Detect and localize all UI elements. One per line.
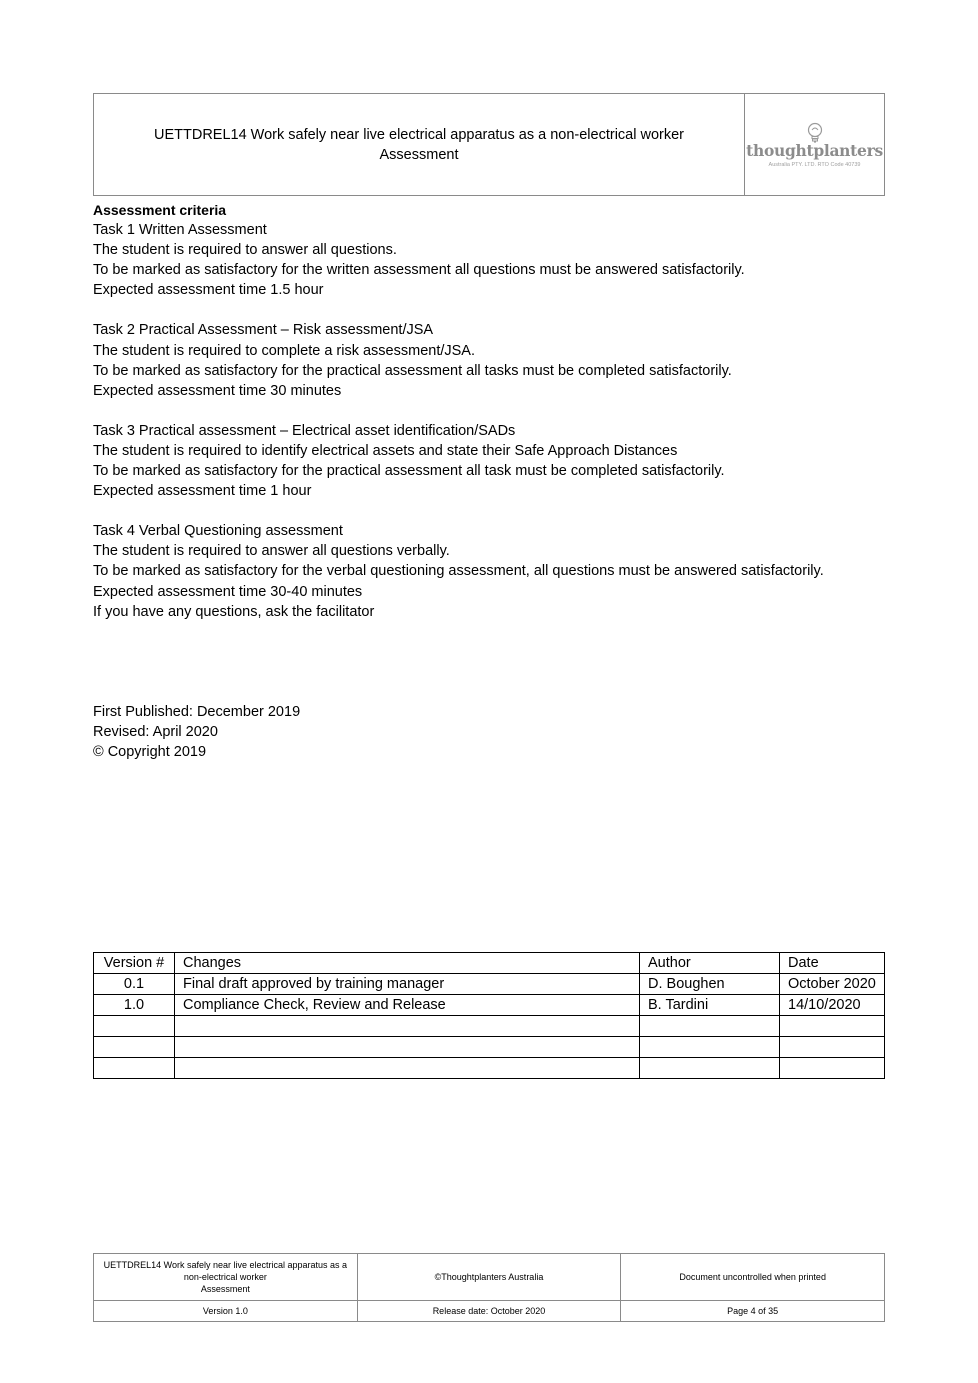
copyright-line: © Copyright 2019 <box>93 743 207 760</box>
table-cell <box>640 1016 780 1037</box>
task-line: The student is required to answer all questions verbally. <box>93 543 450 560</box>
task-line: To be marked as satisfactory for the practical assessment all tasks must be completed satisfactorily. <box>93 362 732 379</box>
footer-unit-line1: UETTDREL14 Work safely near live electrical apparatus as a <box>103 1260 348 1270</box>
table-row-empty <box>94 1016 885 1037</box>
footer-release-date: Release date: October 2020 <box>357 1301 621 1322</box>
table-cell <box>780 1016 885 1037</box>
table-cell: Compliance Check, Review and Release <box>175 995 640 1016</box>
task-line: Expected assessment time 1 hour <box>93 483 312 500</box>
header-title-line1: UETTDREL14 Work safely near live electrical apparatus as a non-electrical worker <box>153 126 684 143</box>
task-4 <box>93 521 893 601</box>
table-row-empty <box>94 1058 885 1079</box>
table-row <box>94 974 885 995</box>
task-line: The student is required to identify electrical assets and state their Safe Approach Distances <box>93 442 678 459</box>
table-cell <box>175 1058 640 1079</box>
table-cell: 1.0 <box>94 995 175 1016</box>
table-cell <box>94 1016 175 1037</box>
task-line: The student is required to complete a risk assessment/JSA. <box>93 342 476 359</box>
table-cell: 0.1 <box>94 974 175 995</box>
revised-date: Revised: April 2020 <box>93 723 218 740</box>
table-cell: D. Boughen <box>640 974 780 995</box>
column-header: Version # <box>94 953 175 974</box>
thoughtplanters-logo <box>745 94 884 195</box>
footer-page-number: Page 4 of 35 <box>621 1301 885 1322</box>
column-header: Changes <box>175 953 640 974</box>
task-1 <box>93 220 893 300</box>
table-cell: October 2020 <box>780 974 885 995</box>
publication-info <box>93 702 893 762</box>
page-footer <box>93 1253 885 1322</box>
table-cell <box>780 1037 885 1058</box>
footer-unit-title <box>94 1254 358 1301</box>
criteria-heading: Assessment criteria <box>93 202 227 218</box>
table-cell <box>780 1058 885 1079</box>
page-header <box>93 93 885 196</box>
task-line: Expected assessment time 30-40 minutes <box>93 583 363 600</box>
first-published: First Published: December 2019 <box>93 703 301 720</box>
version-history-table <box>93 952 885 1079</box>
footer-uncontrolled: Document uncontrolled when printed <box>621 1254 885 1301</box>
table-cell <box>94 1058 175 1079</box>
table-row <box>94 995 885 1016</box>
column-header: Date <box>780 953 885 974</box>
footer-copyright: ©Thoughtplanters Australia <box>357 1254 621 1301</box>
column-header: Author <box>640 953 780 974</box>
task-line: To be marked as satisfactory for the practical assessment all task must be completed satisfactorily. <box>93 463 725 480</box>
task-line: To be marked as satisfactory for the verbal questioning assessment, all questions must be answered satisfactorily. <box>93 563 824 580</box>
header-title-line2: Assessment <box>379 146 459 163</box>
table-cell: Final draft approved by training manager <box>175 974 640 995</box>
task-line: Expected assessment time 30 minutes <box>93 382 342 399</box>
logo-subtitle: Australia PTY. LTD. RTO Code 40739 <box>768 161 861 168</box>
table-row-empty <box>94 1037 885 1058</box>
footer-row <box>94 1301 885 1322</box>
task-title: Task 3 Practical assessment – Electrical asset identification/SADs <box>93 422 516 439</box>
table-cell <box>640 1058 780 1079</box>
footer-unit-line3: Assessment <box>200 1284 250 1294</box>
task-line: To be marked as satisfactory for the written assessment all questions must be answered satisfactorily. <box>93 262 745 279</box>
task-title: Task 1 Written Assessment <box>93 222 267 239</box>
table-cell <box>94 1037 175 1058</box>
facilitator-note: If you have any questions, ask the facilitator <box>93 603 375 620</box>
table-cell: 14/10/2020 <box>780 995 885 1016</box>
task-title: Task 2 Practical Assessment – Risk assessment/JSA <box>93 322 434 339</box>
footer-version: Version 1.0 <box>94 1301 358 1322</box>
task-line: Expected assessment time 1.5 hour <box>93 282 324 299</box>
footer-unit-line2: non-electrical worker <box>183 1272 267 1282</box>
table-cell <box>175 1037 640 1058</box>
task-3 <box>93 421 893 501</box>
header-title <box>94 94 745 195</box>
footer-row <box>94 1254 885 1301</box>
task-2 <box>93 320 893 400</box>
table-cell <box>640 1037 780 1058</box>
task-line: The student is required to answer all questions. <box>93 242 397 259</box>
table-cell <box>175 1016 640 1037</box>
table-cell: B. Tardini <box>640 995 780 1016</box>
assessment-content <box>93 200 893 762</box>
task-title: Task 4 Verbal Questioning assessment <box>93 523 343 540</box>
logo-wordmark: thoughtplanters <box>746 140 883 160</box>
table-header-row <box>94 953 885 974</box>
